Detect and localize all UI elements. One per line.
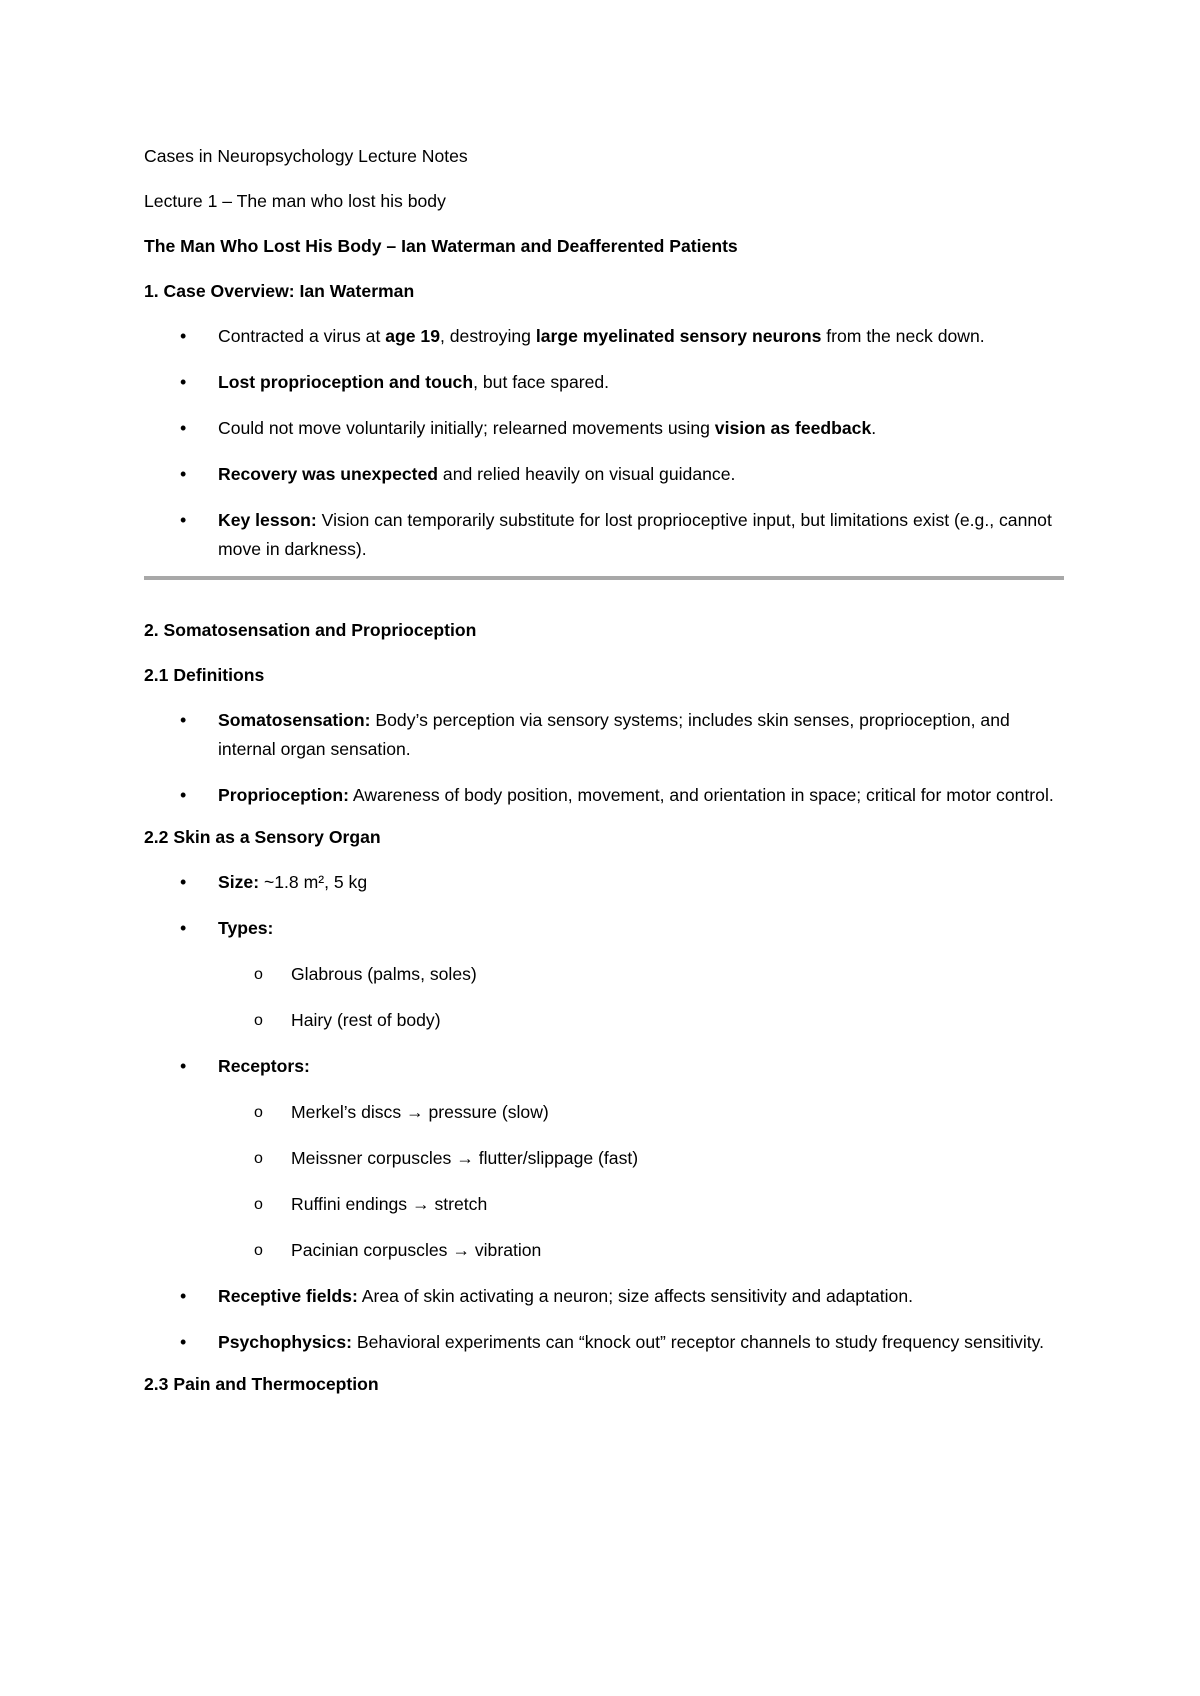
list-item: • Lost proprioception and touch, but face spared.	[144, 368, 1064, 397]
bullet-glyph: •	[180, 872, 187, 892]
bullet-glyph: •	[180, 710, 187, 730]
skin-list	[144, 868, 1064, 1357]
bullet-glyph: •	[180, 1056, 187, 1076]
sub-list-item: o Merkel’s discs → pressure (slow)	[144, 1098, 1064, 1127]
sub-list-item: o Ruffini endings → stretch	[144, 1190, 1064, 1219]
bullet-glyph: •	[180, 326, 187, 346]
list-item: • Psychophysics: Behavioral experiments can “knock out” receptor channels to study frequency sensitivity.	[144, 1328, 1064, 1357]
bullet-glyph: •	[180, 464, 187, 484]
sub-list-item: o Pacinian corpuscles → vibration	[144, 1236, 1064, 1265]
sub-bullet-glyph: o	[254, 1150, 263, 1167]
section1-heading: 1. Case Overview: Ian Waterman	[144, 281, 415, 301]
sub-bullet-glyph: o	[254, 1196, 263, 1213]
sub3-heading: 2.3 Pain and Thermoception	[144, 1374, 379, 1394]
bullet-glyph: •	[180, 1332, 187, 1352]
section2-heading: 2. Somatosensation and Proprioception	[144, 620, 477, 640]
sub-bullet-glyph: o	[254, 1242, 263, 1259]
bullet-glyph: •	[180, 418, 187, 438]
sub-list-item: o Glabrous (palms, soles)	[144, 960, 1064, 989]
list-item: • Proprioception: Awareness of body position, movement, and orientation in space; critical for motor control.	[144, 781, 1064, 810]
list-item: • Receptors:	[144, 1052, 1064, 1081]
list-item: • Types:	[144, 914, 1064, 943]
bullet-glyph: •	[180, 1286, 187, 1306]
document-content	[144, 142, 1064, 1415]
bullet-glyph: •	[180, 372, 187, 392]
lecture-title: Lecture 1 – The man who lost his body	[144, 191, 446, 211]
sub-bullet-glyph: o	[254, 1012, 263, 1029]
sub1-heading: 2.1 Definitions	[144, 665, 265, 685]
section1-list	[144, 322, 1064, 564]
bullet-glyph: •	[180, 510, 187, 530]
document-title: Cases in Neuropsychology Lecture Notes	[144, 146, 468, 166]
list-item: • Recovery was unexpected and relied heavily on visual guidance.	[144, 460, 1064, 489]
sub-bullet-glyph: o	[254, 966, 263, 983]
bullet-glyph: •	[180, 918, 187, 938]
list-item: • Somatosensation: Body’s perception via sensory systems; includes skin senses, proprioception, and internal organ sensation.	[144, 706, 1064, 764]
list-item: • Size: ~1.8 m², 5 kg	[144, 868, 1064, 897]
list-item: • Contracted a virus at age 19, destroying large myelinated sensory neurons from the neck down.	[144, 322, 1064, 351]
sub-bullet-glyph: o	[254, 1104, 263, 1121]
list-item: • Key lesson: Vision can temporarily substitute for lost proprioceptive input, but limitations exist (e.g., cannot move in darkness).	[144, 506, 1064, 564]
list-item: • Receptive fields: Area of skin activating a neuron; size affects sensitivity and adaptation.	[144, 1282, 1064, 1311]
horizontal-rule	[144, 576, 1064, 580]
sub2-heading: 2.2 Skin as a Sensory Organ	[144, 827, 381, 847]
sub-list-item: o Hairy (rest of body)	[144, 1006, 1064, 1035]
sub-list-item: o Meissner corpuscles → flutter/slippage (fast)	[144, 1144, 1064, 1173]
bullet-glyph: •	[180, 785, 187, 805]
list-item: • Could not move voluntarily initially; relearned movements using vision as feedback.	[144, 414, 1064, 443]
definitions-list	[144, 706, 1064, 810]
main-heading: The Man Who Lost His Body – Ian Waterman and Deafferented Patients	[144, 236, 738, 256]
